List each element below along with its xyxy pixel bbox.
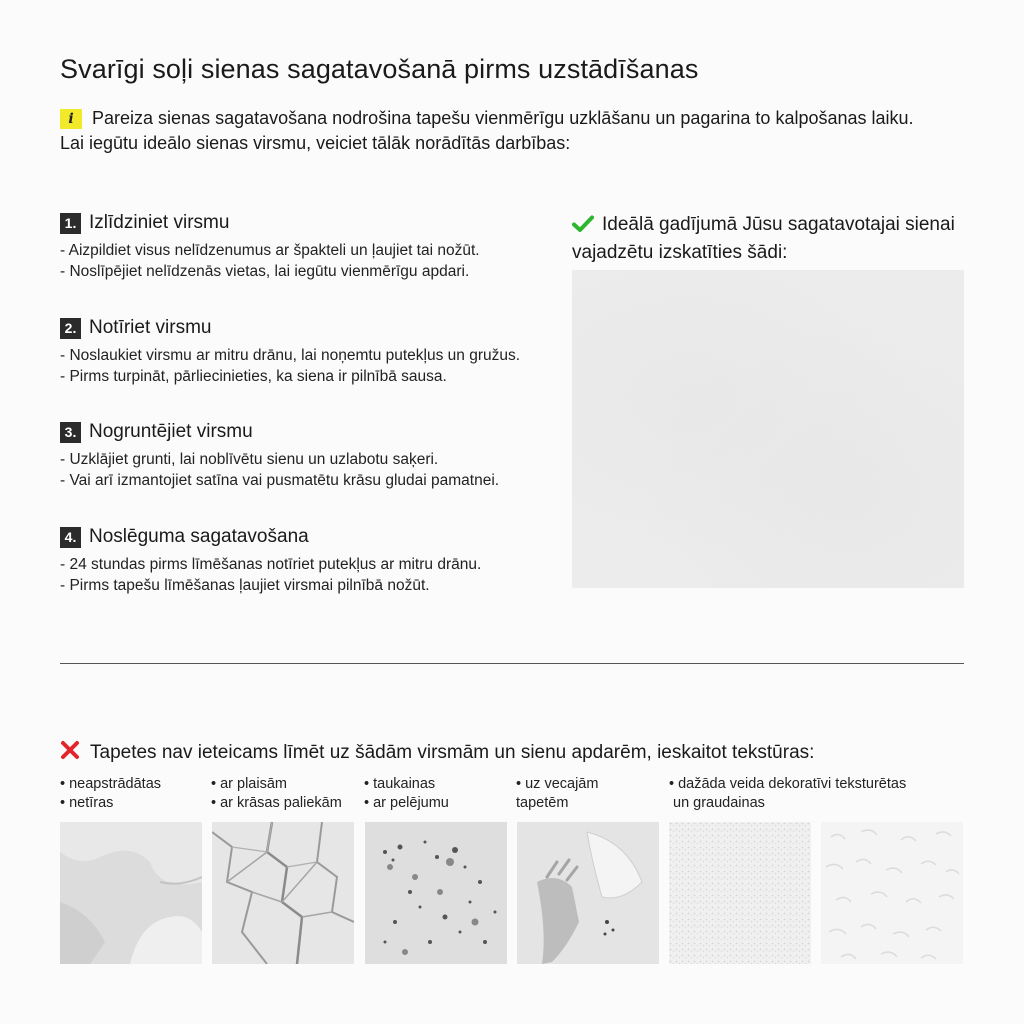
step-number-badge: 2. (60, 318, 81, 339)
ideal-line-1: Ideālā gadījumā Jūsu sagatavotajai sienai (602, 214, 955, 235)
decorative-texture-image (821, 822, 963, 964)
step-line: - Vai arī izmantojiet satīna vai pusmatētu krāsu gludai pamatnei. (60, 472, 500, 489)
check-icon (572, 215, 594, 240)
cross-icon (60, 740, 80, 766)
bullet-item: • netīras (60, 795, 114, 811)
old-wallpaper-image (517, 822, 659, 964)
untreated-wall-image (60, 822, 202, 964)
bullet-group (669, 775, 906, 813)
bullet-item: • ar krāsas paliekām (211, 795, 342, 811)
info-icon: i (60, 109, 82, 129)
grainy-texture-image (669, 822, 811, 964)
bullet-item: tapetēm (516, 795, 569, 811)
step-line: - Pirms tapešu līmēšanas ļaujiet virsmai pilnībā nožūt. (60, 577, 430, 594)
step-title: Noslēguma sagatavošana (89, 526, 309, 547)
intro-line-1: Pareiza sienas sagatavošana nodrošina tapešu vienmērīgu uzklāšanu un pagarina to kalpošanas laiku. (92, 108, 914, 128)
step-line: - 24 stundas pirms līmēšanas notīriet putekļus ar mitru drānu. (60, 556, 482, 573)
bullet-item: • ar plaisām (211, 776, 287, 792)
warning-text: Tapetes nav ieteicams līmēt uz šādām virsmām un sienu apdarēm, ieskaitot tekstūras: (90, 742, 815, 763)
bullet-group (60, 775, 161, 813)
step-line: - Pirms turpināt, pārliecinieties, ka siena ir pilnībā sausa. (60, 368, 447, 385)
step-title: Notīriet virsmu (89, 317, 212, 338)
mold-stains-image (365, 822, 507, 964)
step-line: - Noslaukiet virsmu ar mitru drānu, lai noņemtu putekļus un gružus. (60, 347, 521, 364)
bullet-item: • dažāda veida dekoratīvi teksturētas (669, 776, 907, 792)
step-line: - Noslīpējiet nelīdzenās vietas, lai iegūtu vienmērīgu apdari. (60, 263, 470, 280)
step-4 (60, 526, 560, 596)
step-number-badge: 3. (60, 422, 81, 443)
step-1 (60, 212, 560, 282)
intro-text (60, 106, 1000, 156)
ideal-wall-image (572, 270, 964, 588)
step-2 (60, 317, 560, 387)
step-line: - Aizpildiet visus nelīdzenumus ar špakteli un ļaujiet tai nožūt. (60, 242, 480, 259)
warning-heading (60, 740, 814, 766)
ideal-caption (572, 212, 982, 265)
step-number-badge: 1. (60, 213, 81, 234)
section-divider (60, 663, 964, 664)
bullet-item: • uz vecajām (516, 776, 599, 792)
step-3 (60, 421, 560, 491)
page-title: Svarīgi soļi sienas sagatavošanā pirms uzstādīšanas (60, 54, 699, 84)
bullet-group (211, 775, 342, 813)
bullet-item: • ar pelējumu (364, 795, 449, 811)
step-line: - Uzklājiet grunti, lai noblīvētu sienu un uzlabotu saķeri. (60, 451, 439, 468)
bullet-group (364, 775, 449, 813)
bullet-item: • taukainas (364, 776, 436, 792)
bullet-item: • neapstrādātas (60, 776, 162, 792)
bullet-item: un graudainas (673, 795, 765, 811)
step-title: Nogruntējiet virsmu (89, 421, 253, 442)
intro-line-2: Lai iegūtu ideālo sienas virsmu, veiciet tālāk norādītās darbības: (60, 133, 571, 153)
bullet-group (516, 775, 598, 813)
step-title: Izlīdziniet virsmu (89, 212, 230, 233)
cracked-paint-image (212, 822, 354, 964)
ideal-line-2: vajadzētu izskatīties šādi: (572, 242, 788, 263)
step-number-badge: 4. (60, 527, 81, 548)
